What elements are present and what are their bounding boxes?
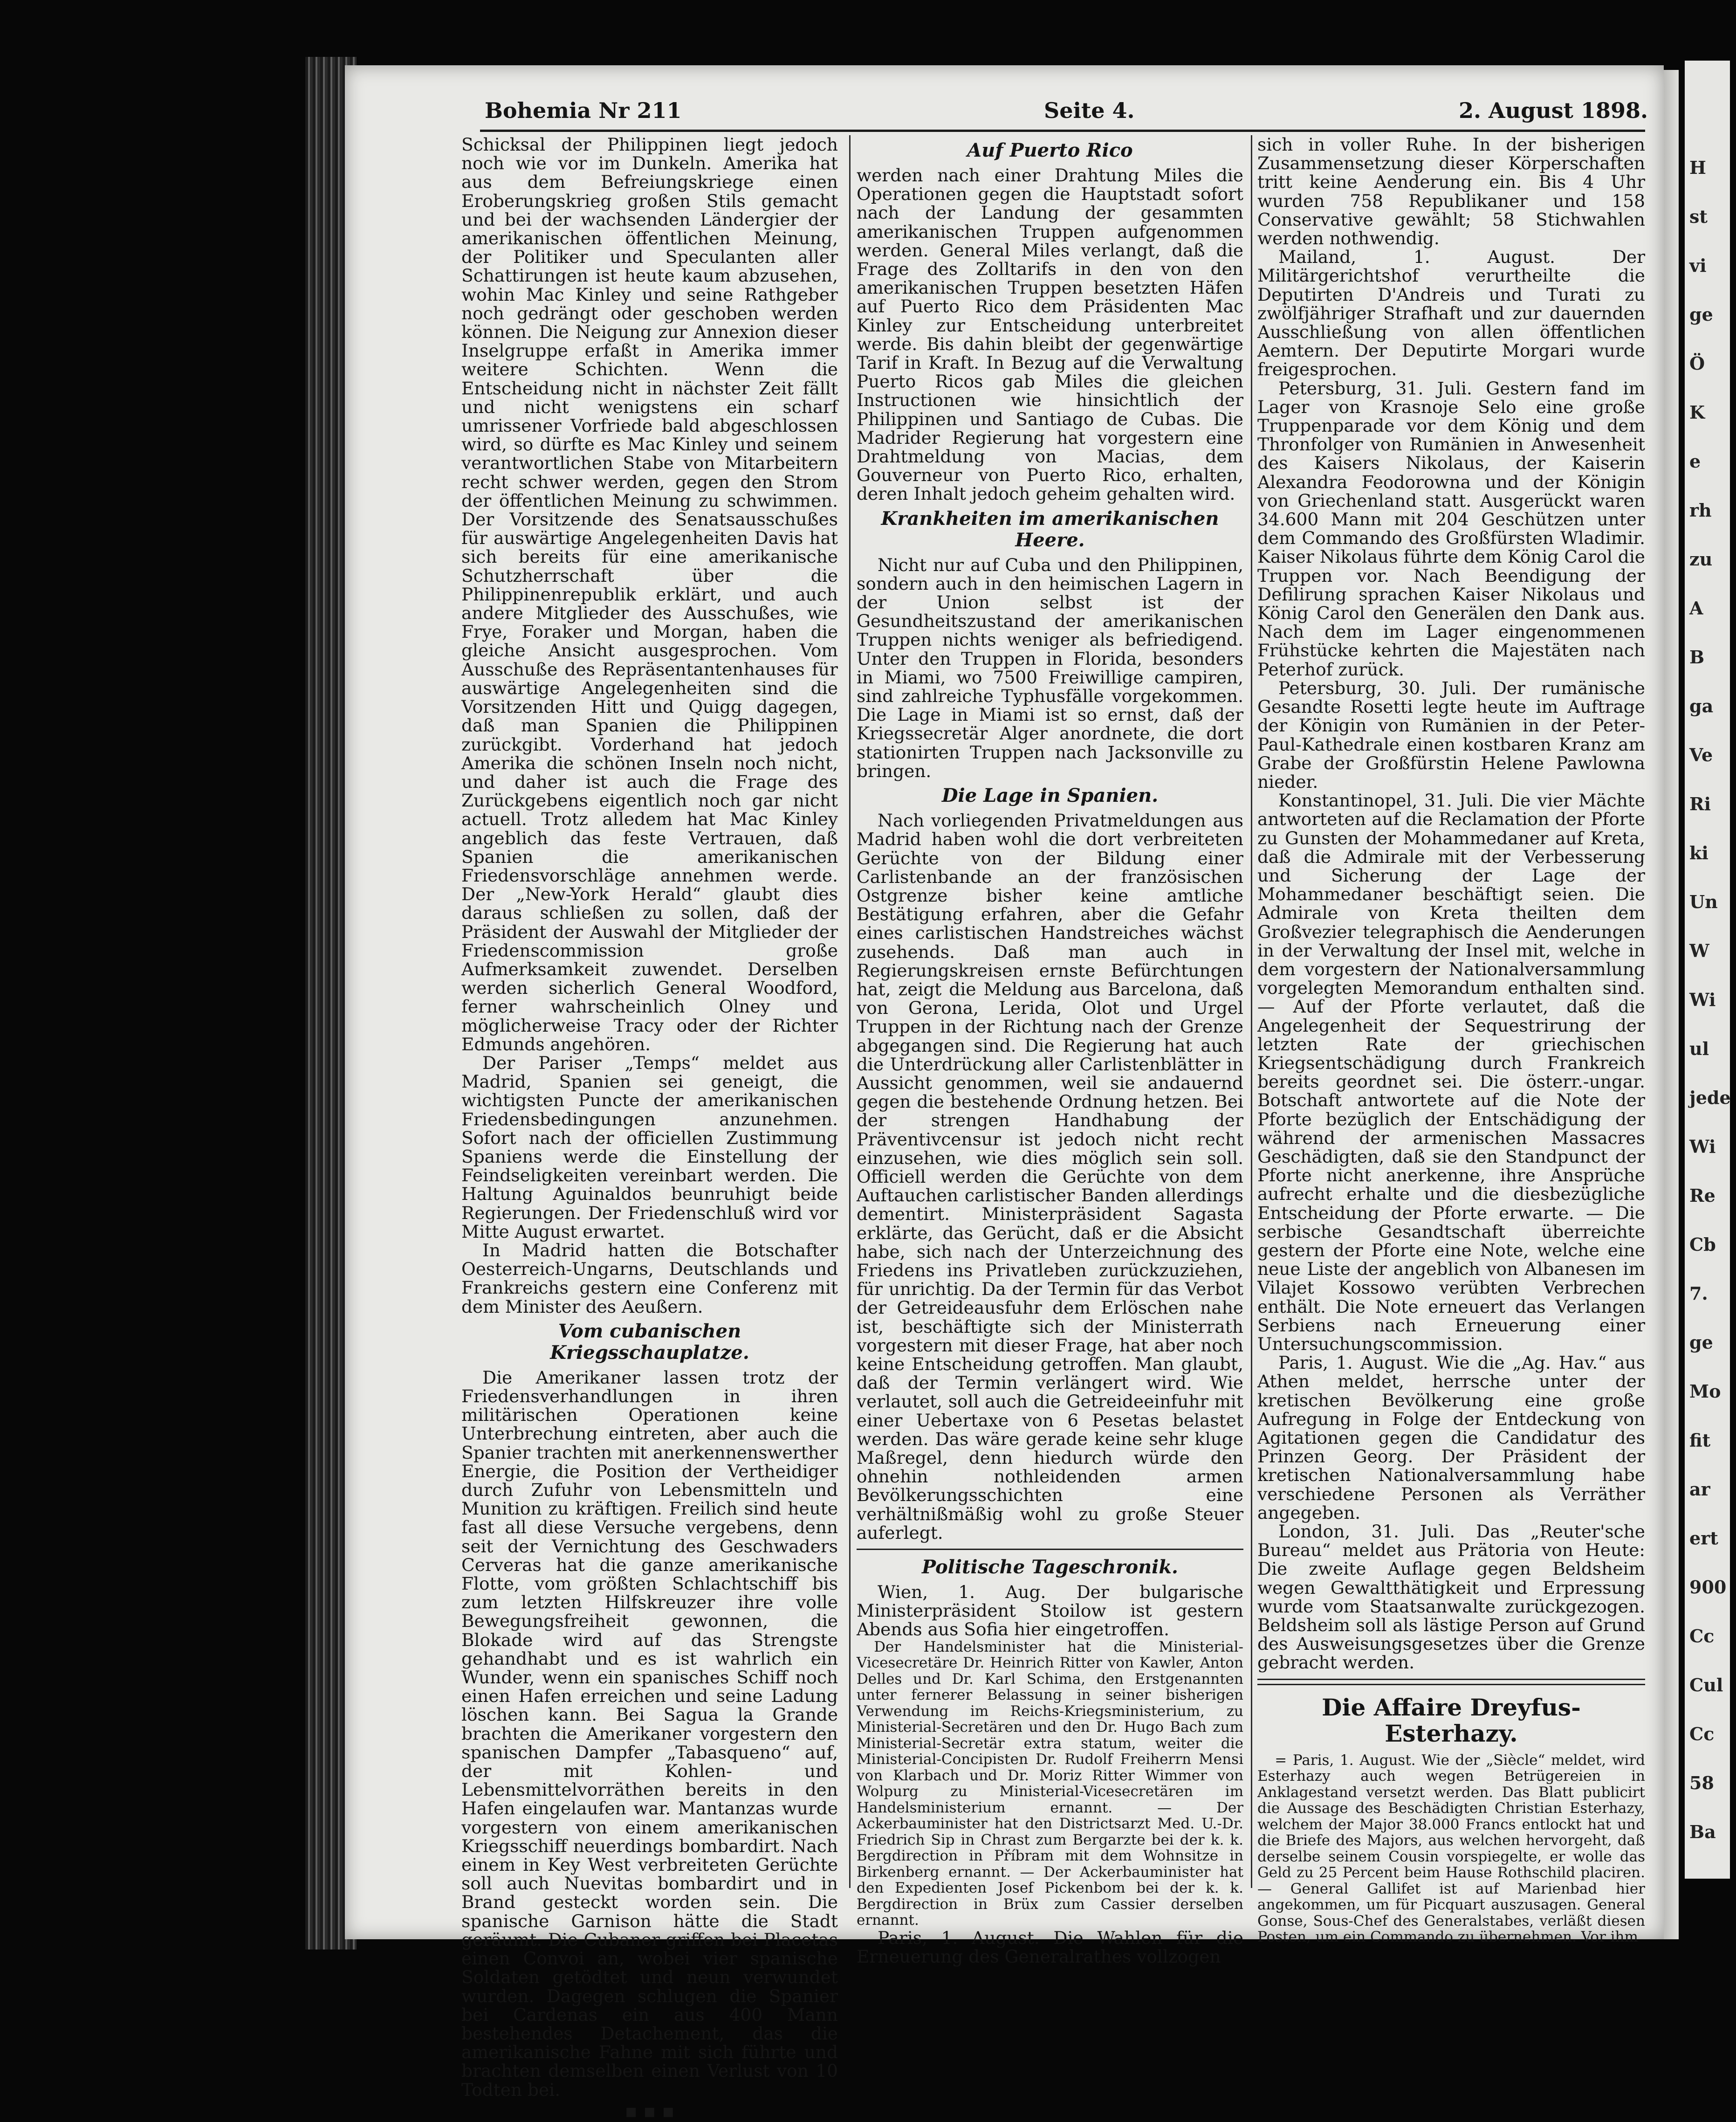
section-heading-tageschronik: Politische Tageschronik. <box>922 1556 1178 1578</box>
adjacent-page-strip <box>1685 61 1730 1879</box>
article-paragraph: werden nach einer Drahtung Miles die Operationen gegen die Hauptstadt sofort nach der Landung der gesammten amerikanischen Truppen aufgenommen werden. General Miles verlangt, daß die Frage des Zolltarifs in den von den amerikanischen Truppen besetzten Häfen auf Puerto Rico dem Präsidenten Mac Kinley zur Entscheidung unterbreitet werde. Bis dahin bleibt der gegenwärtige Tarif in Kraft. In Bezug auf die Verwaltung Puerto Ricos gab Miles die gleichen Instructionen wie hinsichtlich der Philippinen und Santiago de Cubas. Die Madrider Regierung hat vorgestern eine Drahtmeldung von Macias, dem Gouverneur von Puerto Rico, erhalten, deren Inhalt jedoch geheim gehalten wird. <box>857 165 1243 504</box>
section-heading-kuba: Vom cubanischen Kriegsschauplatze. <box>550 1320 749 1364</box>
adjacent-page-fragment: ge <box>1689 1332 1713 1353</box>
adjacent-page-fragment: B <box>1689 647 1705 668</box>
column-1 <box>461 134 838 2122</box>
page-number: Seite 4. <box>1044 98 1135 123</box>
section-heading-spanien: Die Lage in Spanien. <box>941 785 1159 807</box>
adjacent-page-fragment: ge <box>1689 304 1713 325</box>
page-edge-shadow <box>1664 70 1679 1939</box>
adjacent-page-fragment: Mo <box>1689 1381 1721 1402</box>
adjacent-page-fragment: K <box>1689 402 1705 423</box>
article-paragraph: Petersburg, 30. Juli. Der rumänische Gesandte Rosetti legte heute im Auftrage der Königin von Rumänien in der Peter-Paul-Kathedrale einen kostbaren Kranz am Grabe der Großfürstin Helene Pawlowna nieder. <box>1257 677 1645 792</box>
article-paragraph: Wien, 1. Aug. Der bulgarische Ministerpräsident Stoilow ist gestern Abends aus Sofia hier eingetroffen. <box>857 1582 1243 1640</box>
adjacent-page-fragment: fit <box>1689 1430 1711 1451</box>
adjacent-page-fragment: Cc <box>1689 1626 1715 1647</box>
adjacent-page-fragment: Ri <box>1689 793 1711 814</box>
adjacent-page-fragment: jede <box>1689 1087 1731 1108</box>
article-paragraph: Nach vorliegenden Privatmeldungen aus Madrid haben wohl die dort verbreiteten Gerüchte von der Bildung einer Carlistenbande an der französischen Ostgrenze bisher keine amtliche Bestätigung erfahren, aber die Gefahr eines carlistischen Handstreiches wächst zusehends. Daß man auch in Regierungskreisen ernste Befürchtungen hat, zeigt die Meldung aus Barcelona, daß von Gerona, Lerida, Olot und Urgel Truppen in der Richtung nach der Grenze abgegangen sind. Die Regierung hat auch die Unterdrückung aller Carlistenblätter in Aussicht genommen, weil sie andauernd gegen die bestehende Ordnung hetzen. Bei der strengen Handhabung der Präventivcensur ist jedoch nicht recht einzusehen, wie dies möglich sein soll. Officiell werden die Gerüchte von dem Auftauchen carlistischer Banden allerdings dementirt. Ministerpräsident Sagasta erklärte, das Gerücht, daß er die Absicht habe, sich nach der Unterzeichnung des Friedens ins Privatleben zurückzuziehen, für unrichtig. Da der Termin für das Verbot der Getreideausfuhr dem Erlöschen nahe ist, beschäftigte sich der Ministerrath vorgestern mit dieser Frage, hat aber noch keine Entscheidung getroffen. Man glaubt, daß der Termin verlängert wird. Wie verlautet, soll auch die Getreideeinfuhr mit einer Uebertaxe von 6 Pesetas belastet werden. Das wäre gerade keine sehr kluge Maßregel, denn hiedurch würde den ohnehin nothleidenden armen Bevölkerungsschichten eine verhältnißmäßig wohl zu große Steuer auferlegt. <box>857 810 1243 1543</box>
article-paragraph: Paris, 1. August. Die Wahlen für die Erneuerung des Generalrathes vollzogen <box>857 1927 1243 1967</box>
adjacent-page-fragment: Cc <box>1689 1723 1715 1744</box>
article-paragraph: sich in voller Ruhe. In der bisherigen Zusammensetzung dieser Körperschaften tritt keine Aenderung ein. Bis 4 Uhr wurden 758 Republikaner und 158 Conservative gewählt; 58 Stichwahlen werden nothwendig. <box>1257 134 1645 249</box>
article-paragraph: In Madrid hatten die Botschafter Oesterreich-Ungarns, Deutschlands und Frankreichs gestern eine Conferenz mit dem Minister des Aeußern. <box>461 1240 838 1317</box>
article-paragraph-small: Der Handelsminister hat die Ministerial-Vicesecretäre Dr. Heinrich Ritter von Kawler, Anton Delles und Dr. Karl Schima, den Erstgenannten unter fernerer Belassung in seiner bisherigen Verwendung im Reichs-Kriegsministerium, zu Ministerial-Secretären und den Dr. Hugo Bach zum Ministerial-Secretär extra statum, weiter die Ministerial-Concipisten Dr. Rudolf Freiherrn Mensi von Klarbach und Dr. Moriz Ritter Wimmer von Wolpurg zu Ministerial-Vicesecretären im Handelsministerium ernannt. — Der Ackerbauminister hat den Districtsarzt Med. U.-Dr. Friedrich Sip in Chrast zum Bergarzte bei der k. k. Bergdirection in Příbram mit dem Wohnsitze in Birkenberg ernannt. — Der Ackerbauminister hat den Expedienten Josef Pickenbom bei der k. k. Bergdirection in Brüx zum Cassier derselben ernannt. <box>857 1638 1243 1929</box>
adjacent-page-fragment: e <box>1689 451 1701 472</box>
article-paragraph: Mailand, 1. August. Der Militärgerichtshof verurtheilte die Deputirten D'Andreis und Turati zu zwölfjähriger Strafhaft und zur dauernden Ausschließung von allen öffentlichen Aemtern. Der Deputirte Morgari wurde freigesprochen. <box>1257 247 1645 380</box>
article-paragraph: Petersburg, 31. Juli. Gestern fand im Lager von Krasnoje Selo eine große Truppenparade vor dem König und dem Thronfolger von Rumänien in Anwesenheit des Kaisers Nikolaus, der Kaiserin Alexandra Feodorowna und der Königin von Griechenland statt. Ausgerückt waren 34.600 Mann mit 204 Geschützen unter dem Commando des Großfürsten Wladimir. Kaiser Nikolaus führte dem König Carol die Truppen vor. Nach Beendigung der Defilirung sprachen Kaiser Nikolaus und König Carol den Generälen den Dank aus. Nach dem im Lager eingenommenen Frühstücke kehrten die Majestäten nach Peterhof zurück. <box>1257 378 1645 680</box>
masthead-issue: Bohemia Nr 211 <box>485 98 682 123</box>
adjacent-page-fragment: ar <box>1689 1479 1710 1500</box>
article-paragraph: Der Pariser „Temps“ meldet aus Madrid, Spanien sei geneigt, die wichtigsten Puncte der amerikanischen Friedensbedingungen anzunehmen. Sofort nach der officiellen Zustimmung Spaniens werde die Einstellung der Feindseligkeiten vereinbart werden. Die Haltung Aguinaldos beunruhigt beide Regierungen. Der Friedenschluß wird vor Mitte August erwartet. <box>461 1052 838 1242</box>
adjacent-page-fragment: A <box>1689 598 1703 619</box>
article-paragraph: Konstantinopel, 31. Juli. Die vier Mächte antworteten auf die Reclamation der Pforte zu Gunsten der Mohammedaner auf Kreta, daß die Admirale mit der Verbesserung und Sicherung der Lage der Mohammedaner beschäftigt seien. Die Admirale von Kreta theilten dem Großvezier telegraphisch die Aenderungen in der Verwaltung der Insel mit, welche in dem vorgestern der Nationalversammlung vorgelegten Memorandum enthalten sind. — Auf der Pforte verlautet, daß die Angelegenheit der Sequestrirung der letzten Rate der griechischen Kriegsentschädigung durch Frankreich bereits geordnet sei. Die österr.-ungar. Botschaft antwortete auf die Note der Pforte bezüglich der Entschädigung der während der armenischen Massacres Geschädigten, daß sie den Standpunct der Pforte nicht anerkenne, ihre Ansprüche aufrecht erhalte und die diesbezügliche Entscheidung der Pforte erwarte. — Die serbische Gesandtschaft überreichte gestern der Pforte eine Note, welche eine neue Liste der angeblich von Albanesen im Vilajet Kossowo verübten Verbrechen enthält. Die Note erneuert das Verlangen Serbiens nach Erneuerung einer Untersuchungscommission. <box>1257 790 1645 1354</box>
adjacent-page-fragment: 900 <box>1689 1577 1727 1598</box>
article-paragraph: Schicksal der Philippinen liegt jedoch noch wie vor im Dunkeln. Amerika hat aus dem Befreiungskriege einen Eroberungskrieg großen Stils gemacht und bei der wachsenden Ländergier der amerikanischen öffentlichen Meinung, der Politiker und Speculanten aller Schattirungen ist heute kaum abzusehen, wohin Mac Kinley und seine Rathgeber noch gedrängt oder geschoben werden können. Die Neigung zur Annexion dieser Inselgruppe erfaßt in Amerika immer weitere Schichten. Wenn die Entscheidung nicht in nächster Zeit fällt und nicht wenigstens ein scharf umrissener Vorfriede bald abgeschlossen wird, so dürfte es Mac Kinley und seinem verantwortlichen Stabe von Mitarbeitern recht schwer werden, gegen den Strom der öffentlichen Meinung zu schwimmen. Der Vorsitzende des Senatsausschußes für auswärtige Angelegenheiten Davis hat sich bereits für eine amerikanische Schutzherrschaft über die Philippinenrepublik erklärt, und auch andere Mitglieder des Ausschußes, wie Frye, Foraker und Morgan, haben die gleiche Ansicht ausgesprochen. Vom Ausschuße des Repräsentantenhauses für auswärtige Angelegenheiten sind die Vorsitzenden Hitt und Quigg dagegen, daß man Spanien die Philippinen zurückgibt. Vorderhand hat jedoch Amerika die schönen Inseln noch nicht, und daher ist auch die Frage des Zurückgebens eigentlich noch gar nicht actuell. Trotz alledem hat Mac Kinley angeblich das feste Vertrauen, daß Spanien die amerikanischen Friedensvorschläge annehmen werde. Der „New-York Herald“ glaubt dies daraus schließen zu sollen, daß der Präsident der Auswahl der Mitglieder der Friedenscommission große Aufmerksamkeit zuwendet. Derselben werden sicherlich General Woodford, ferner wahrscheinlich Olney und möglicherweise Tracy oder der Richter Edmunds angehören. <box>461 134 838 1054</box>
adjacent-page-fragment: Cul <box>1689 1674 1723 1695</box>
adjacent-page-fragment: ki <box>1689 842 1709 863</box>
issue-date: 2. August 1898. <box>1459 98 1648 123</box>
article-paragraph: Paris, 1. August. Wie die „Ag. Hav.“ aus Athen meldet, herrsche unter der kretischen Bevölkerung eine große Aufregung in Folge der Entdeckung von Agitationen gegen die Candidatur des Prinzen Georg. Der Präsident der kretischen Nationalversammlung habe verschiedene Personen als Verräther angegeben. <box>1257 1352 1645 1523</box>
section-heading-krankheiten: Krankheiten im amerikanischen Heere. <box>881 507 1219 551</box>
section-rule-double <box>1257 1679 1645 1685</box>
column-rule-1 <box>849 135 851 1888</box>
article-paragraph-small: = Paris, 1. August. Wie der „Siècle“ meldet, wird Esterhazy auch wegen Betrügereien in Anklagestand versetzt werden. Das Blatt publicirt die Aussage des Beschädigten Christian Esterhazy, welchem der Major 38.000 Francs entlockt hat und die Briefe des Majors, aus welchen hervorgeht, daß derselbe seinem Cousin vorspiegelte, er wolle das Geld zu 25 Percent beim Hause Rothschild placiren. — General Gallifet ist auf Marienbad hier angekommen, um für Picquart auszusagen. General Gonse, Sous-Chef des Generalstabes, verläßt diesen Posten, um ein Commando zu übernehmen. Vor ihm <box>1257 1751 1645 1946</box>
header-rule <box>480 130 1645 132</box>
article-paragraph: London, 31. Juli. Das „Reuter'sche Bureau“ meldet aus Prätoria von Heute: Die zweite Auflage gegen Beldsheim wegen Gewaltthätigkeit und Erpressung wurde vom Staatsanwalte zurückgezogen. Beldsheim soll als lästige Person auf Grund des Ausweisungsgesetzes über die Grenze gebracht werden. <box>1257 1521 1645 1673</box>
adjacent-page-fragment: 58 <box>1689 1772 1714 1793</box>
page-header <box>345 98 1664 131</box>
adjacent-page-fragment: Wi <box>1689 1136 1716 1157</box>
adjacent-page-fragment: 7. <box>1689 1283 1708 1304</box>
section-rule <box>857 1549 1243 1550</box>
adjacent-page-fragment: Un <box>1689 891 1718 912</box>
adjacent-page-fragment: Cb <box>1689 1234 1716 1255</box>
adjacent-page-fragment: ga <box>1689 696 1714 717</box>
adjacent-page-fragment: st <box>1689 206 1708 227</box>
adjacent-page-fragment: zu <box>1689 549 1713 570</box>
adjacent-page-fragment: W <box>1689 940 1709 961</box>
adjacent-page-fragment: Re <box>1689 1185 1715 1206</box>
column-2 <box>857 135 1243 1967</box>
adjacent-page-fragment: Ö <box>1689 353 1705 374</box>
adjacent-page-fragment: Ba <box>1689 1821 1716 1842</box>
article-paragraph: Nicht nur auf Cuba und den Philippinen, sondern auch in den heimischen Lagern in der Union selbst ist der Gesundheitszustand der amerikanischen Truppen nichts weniger als befriedigend. Unter den Truppen in Florida, besonders in Miami, wo 7500 Freiwillige campiren, sind zahlreiche Typhusfälle vorgekommen. Die Lage in Miami ist so ernst, daß der Kriegssecretär Alger anordnete, die dort stationirten Truppen nach Jacksonville zu bringen. <box>857 554 1243 781</box>
adjacent-page-fragment: Wi <box>1689 989 1716 1010</box>
article-paragraph: Die Amerikaner lassen trotz der Friedensverhandlungen in ihren militärischen Operationen keine Unterbrechung eintreten, aber auch die Spanier trachten mit anerkennenswerther Energie, die Position der Vertheidiger durch Zufuhr von Lebensmitteln und Munition zu kräftigen. Freilich sind heute fast all diese Versuche vergebens, denn seit der Vernichtung des Geschwaders Cerveras hat die ganze amerikanische Flotte, vom größten Schlachtschiff bis zum letzten Hilfskreuzer ihre volle Bewegungsfreiheit gewonnen, die Blokade wird auf das Strengste gehandhabt und es ist wahrlich ein Wunder, wenn ein spanisches Schiff noch einen Hafen erreichen und seine Ladung löschen kann. Bei Sagua la Grande brachten die Amerikaner vorgestern den spanischen Dampfer „Tabasqueno“ auf, der mit Kohlen- und Lebensmittelvorräthen bereits in den Hafen eingelaufen war. Mantanzas wurde vorgestern von einem amerikanischen Kriegsschiff neuerdings bombardirt. Nach einem in Key West verbreiteten Gerüchte soll auch Nuevitas bombardirt und in Brand gesteckt worden sein. Die spanische Garnison hätte die Stadt geräumt. Die Cubaner griffen bei Placetas einen Convoi an, wobei vier spanische Soldaten getödtet und neun verwundet wurden. Dagegen schlugen die Spanier bei Cardenas ein aus 400 Mann bestehendes Detachement, das die amerikanische Fahne mit sich führte und brachten demselben einen Verlust von 10 Todten bei. <box>461 1367 838 2100</box>
adjacent-page-fragment: ul <box>1689 1038 1709 1059</box>
column-3 <box>1257 134 1645 1946</box>
newspaper-page <box>345 65 1664 2122</box>
end-marks: ▪ ▪ ▪ <box>624 2100 675 2122</box>
adjacent-page-fragment: H <box>1689 157 1706 178</box>
adjacent-page-fragment: Ve <box>1689 744 1713 765</box>
section-heading-puerto-rico: Auf Puerto Rico <box>967 139 1133 161</box>
column-rule-2 <box>1251 135 1252 1888</box>
adjacent-page-fragment: ert <box>1689 1528 1718 1549</box>
section-heading-dreyfus: Die Affaire Dreyfus-Esterhazy. <box>1322 1693 1581 1747</box>
adjacent-page-fragment: rh <box>1689 500 1712 521</box>
adjacent-page-fragment: vi <box>1689 255 1707 276</box>
